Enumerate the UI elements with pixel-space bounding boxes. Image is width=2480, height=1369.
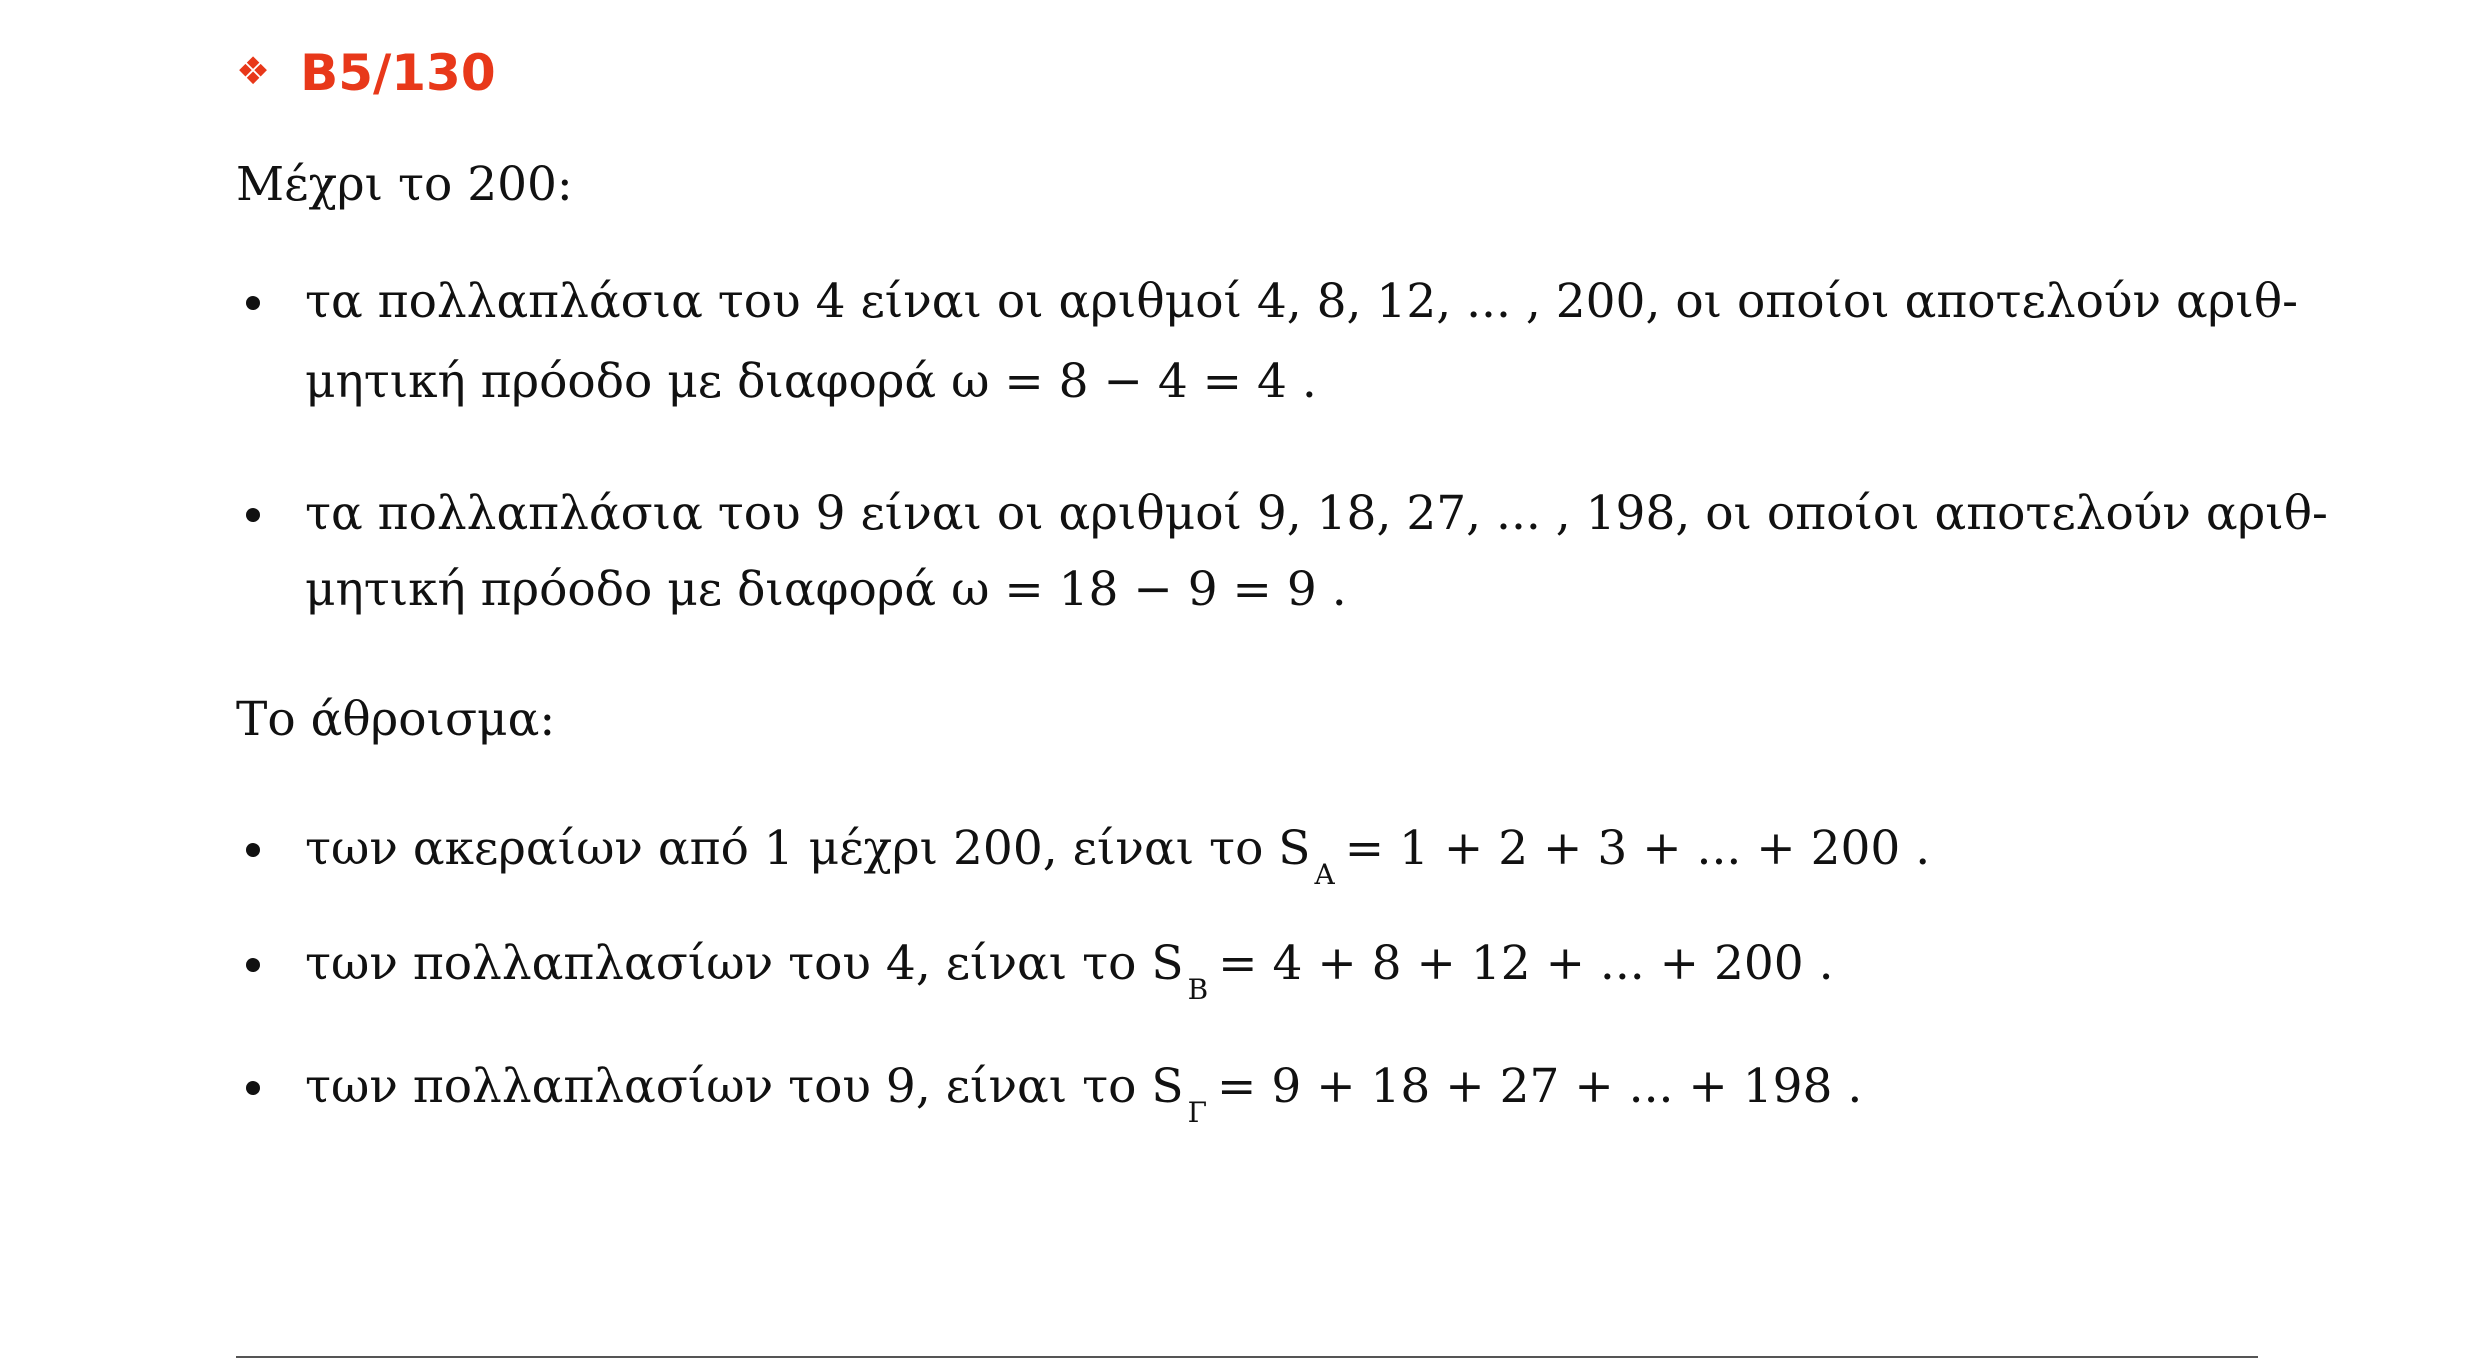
sum-text: των ακεραίων από 1 μέχρι 200, είναι το S xyxy=(305,821,1311,876)
bullet-2-line-2: μητική πρόοδο με διαφορά ω = 18 − 9 = 9 . xyxy=(305,562,1347,617)
bullet-marker xyxy=(246,1081,260,1095)
sum-line-multiples-9 xyxy=(305,1057,1863,1129)
sum-subscript: Β xyxy=(1187,973,1209,1006)
sum-formula: = 1 + 2 + 3 + ... + 200 . xyxy=(1344,821,1931,876)
intro-text-2: Το άθροισμα: xyxy=(236,692,556,747)
bullet-2-line-1: τα πολλαπλάσια του 9 είναι οι αριθμοί 9, 18, 27, ... , 198, οι οποίοι αποτελούν αριθ- xyxy=(305,486,2328,541)
footer-divider xyxy=(236,1356,2258,1358)
intro-text-1: Μέχρι το 200: xyxy=(236,157,573,212)
bullet-marker xyxy=(246,843,260,857)
bullet-1-line-2: μητική πρόοδο με διαφορά ω = 8 − 4 = 4 . xyxy=(305,354,1317,409)
diamond-ornament-icon: ❖ xyxy=(236,49,271,93)
bullet-marker xyxy=(246,296,260,310)
bullet-1-line-1: τα πολλαπλάσια του 4 είναι οι αριθμοί 4, 8, 12, ... , 200, οι οποίοι αποτελούν αριθ- xyxy=(305,274,2299,329)
sum-line-integers xyxy=(305,819,1931,891)
sum-formula: = 9 + 18 + 27 + ... + 198 . xyxy=(1217,1059,1863,1114)
exercise-heading xyxy=(236,40,496,106)
sum-text: των πολλαπλασίων του 9, είναι το S xyxy=(305,1059,1184,1114)
exercise-number: B5/130 xyxy=(300,44,496,102)
sum-subscript: Α xyxy=(1314,858,1335,891)
sum-line-multiples-4 xyxy=(305,934,1834,1006)
bullet-marker xyxy=(246,958,260,972)
sum-text: των πολλαπλασίων του 4, είναι το S xyxy=(305,936,1184,991)
sum-formula: = 4 + 8 + 12 + ... + 200 . xyxy=(1218,936,1834,991)
bullet-marker xyxy=(246,508,260,522)
sum-subscript: Γ xyxy=(1187,1096,1208,1129)
